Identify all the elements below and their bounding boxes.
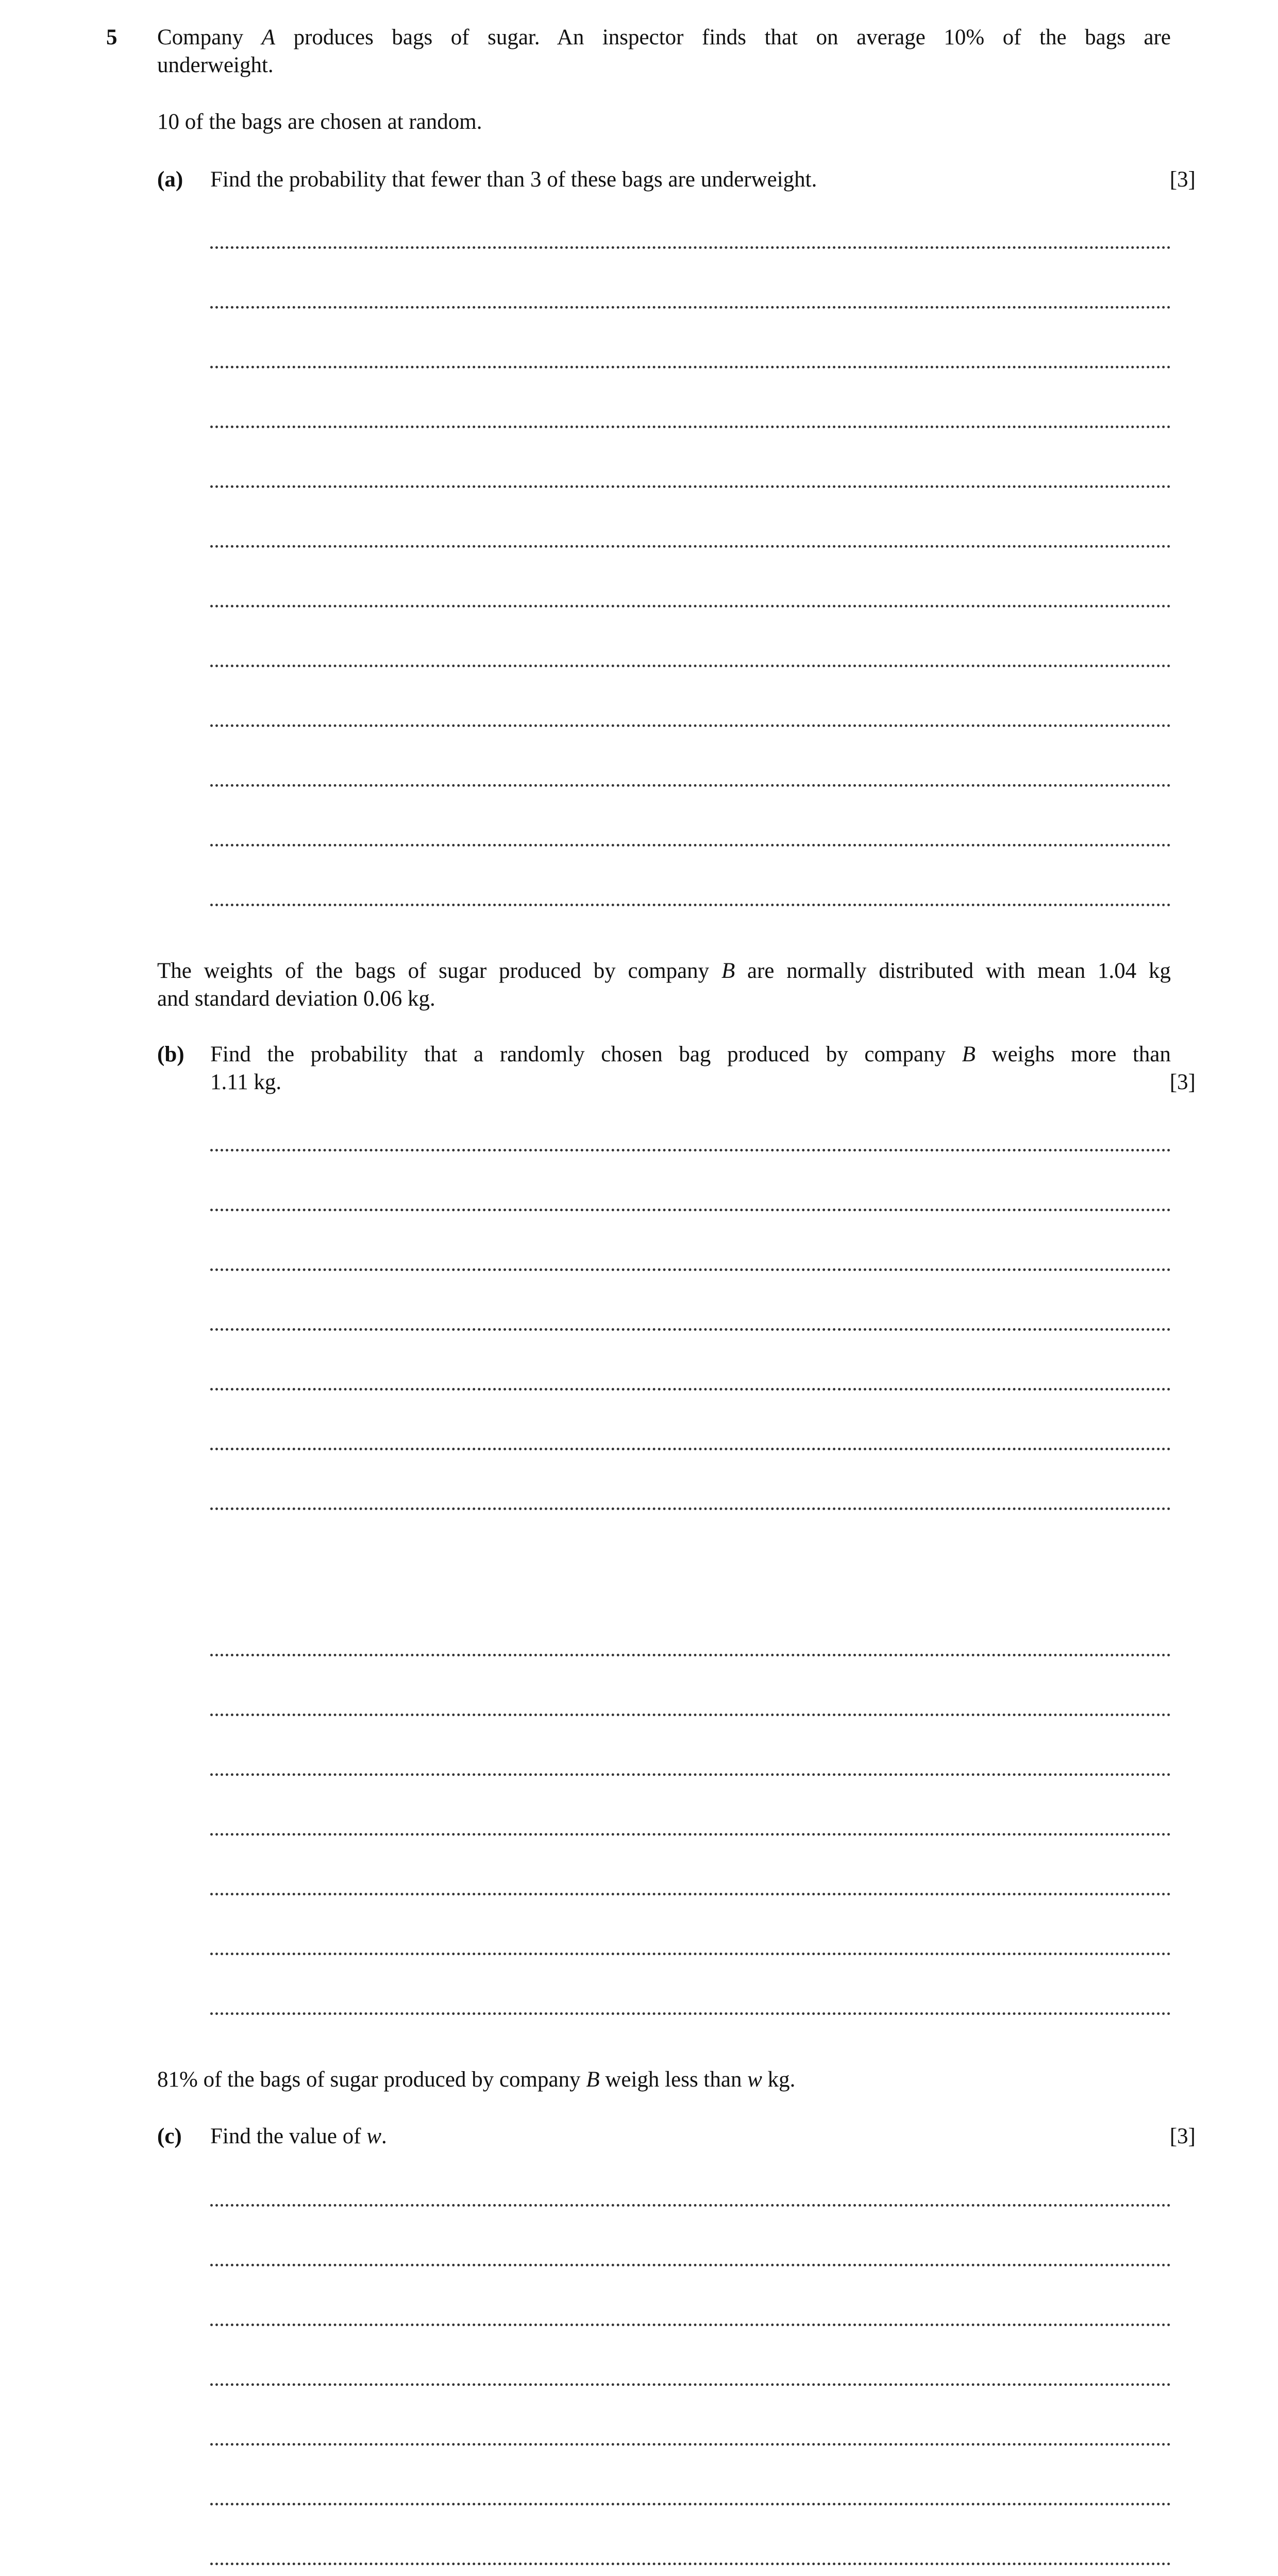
sample-statement: 10 of the bags are chosen at random.: [157, 110, 482, 134]
answer-line-b[interactable]: [210, 1714, 1171, 1716]
answer-line-b[interactable]: [210, 1953, 1171, 1955]
answer-line-a[interactable]: [210, 545, 1171, 548]
answer-line-a[interactable]: [210, 246, 1171, 249]
answer-line-a[interactable]: [210, 605, 1171, 607]
part-c-marks: [3]: [1169, 2124, 1196, 2148]
part-b-label: (b): [157, 1042, 184, 1066]
answer-line-c[interactable]: [210, 2563, 1171, 2565]
part-b-marks: [3]: [1169, 1070, 1196, 1094]
answer-line-a[interactable]: [210, 784, 1171, 787]
answer-line-b[interactable]: [210, 1149, 1171, 1151]
answer-line-c[interactable]: [210, 2264, 1171, 2266]
answer-line-b[interactable]: [210, 1448, 1171, 1450]
answer-line-a[interactable]: [210, 306, 1171, 309]
answer-line-a[interactable]: [210, 844, 1171, 846]
answer-line-a[interactable]: [210, 665, 1171, 667]
answer-line-b[interactable]: [210, 1893, 1171, 1895]
answer-line-a[interactable]: [210, 904, 1171, 906]
company-a-label: A: [261, 25, 276, 49]
answer-line-c[interactable]: [210, 2383, 1171, 2386]
answer-line-a[interactable]: [210, 485, 1171, 488]
answer-line-c[interactable]: [210, 2503, 1171, 2505]
answer-line-b[interactable]: [210, 1388, 1171, 1391]
company-b-info-line-1: The weights of the bags of sugar produced by company B are normally distributed with mean 1.04 kg: [157, 959, 1171, 983]
answer-line-b[interactable]: [210, 1833, 1171, 1836]
part-a-label: (a): [157, 167, 183, 192]
part-a-marks: [3]: [1169, 167, 1196, 192]
answer-line-c[interactable]: [210, 2443, 1171, 2446]
stem-line-1: Company A produces bags of sugar. An inspector finds that on average 10% of the bags are: [157, 25, 1171, 49]
answer-line-c[interactable]: [210, 2204, 1171, 2207]
part-b-text-line-2: 1.11 kg.: [210, 1070, 282, 1094]
question-number: 5: [106, 25, 117, 49]
answer-line-b[interactable]: [210, 1507, 1171, 1510]
answer-line-b[interactable]: [210, 1328, 1171, 1331]
percentile-statement: 81% of the bags of sugar produced by company B weigh less than w kg.: [157, 2067, 796, 2092]
answer-line-b[interactable]: [210, 1773, 1171, 1776]
answer-line-b[interactable]: [210, 2012, 1171, 2015]
answer-line-b[interactable]: [210, 1268, 1171, 1271]
answer-line-c[interactable]: [210, 2324, 1171, 2326]
company-b-info-line-2: and standard deviation 0.06 kg.: [157, 987, 435, 1011]
part-b-text-line-1: Find the probability that a randomly chosen bag produced by company B weighs more than: [210, 1042, 1171, 1066]
answer-line-a[interactable]: [210, 724, 1171, 727]
answer-line-b[interactable]: [210, 1654, 1171, 1656]
answer-line-a[interactable]: [210, 366, 1171, 368]
part-c-label: (c): [157, 2124, 182, 2148]
answer-line-a[interactable]: [210, 426, 1171, 428]
stem-line-2: underweight.: [157, 53, 274, 77]
part-a-text: Find the probability that fewer than 3 of these bags are underweight.: [210, 167, 817, 192]
answer-line-b[interactable]: [210, 1209, 1171, 1211]
part-c-text: Find the value of w.: [210, 2124, 387, 2148]
